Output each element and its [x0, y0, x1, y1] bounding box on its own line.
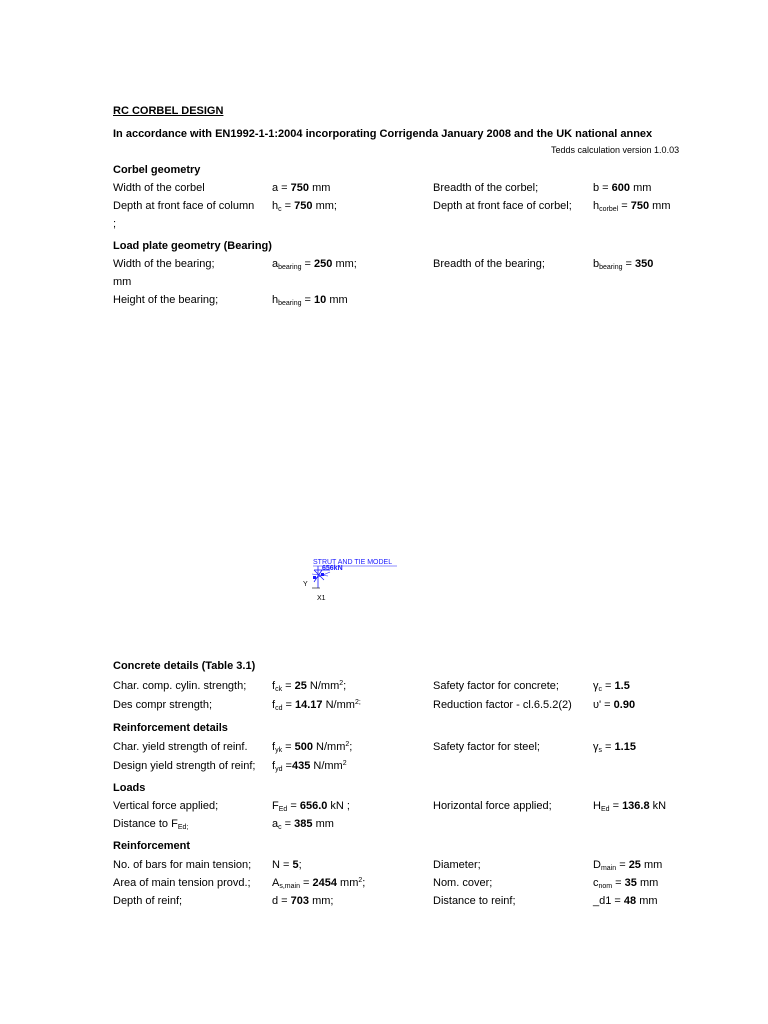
depth-front-value: $h_{corbel} = 750$ mm	[593, 200, 671, 213]
diameter-value: $D_{main} = 25$ mm	[593, 859, 663, 872]
fck-value: $f_{ck} = 25$ $N/mm^2$;	[272, 680, 347, 693]
fyk-label: Char. yield strength of reinf.	[113, 741, 248, 753]
bearing-height-label: Height of the bearing;	[113, 294, 219, 306]
distance-reinf-value: _d1 = 48 mm	[593, 895, 658, 907]
bearing-breadth-value: $b_{bearing} = 350$	[593, 258, 654, 271]
fcd-value: $f_{cd} = 14.17$ $N/mm^{2;}$	[272, 699, 361, 712]
depth-reinf-label: Depth of reinf;	[113, 895, 183, 907]
distance-to-fed-value: $a_c = 385$ mm	[272, 818, 334, 831]
diagram-node-2	[321, 573, 324, 576]
bearing-width-continuation: mm	[113, 276, 132, 288]
diagram-y-label: Y	[303, 581, 308, 588]
vertical-force-value: $F_{Ed} = 656.0$ kN ;	[272, 800, 350, 813]
document-title: RC CORBEL DESIGN	[113, 105, 224, 117]
strut-and-tie-svg	[300, 556, 410, 606]
strut-and-tie-diagram	[300, 556, 410, 606]
area-tension-value: $A_{s,main} = 2454$ $mm^2$;	[272, 877, 366, 890]
reduction-factor-label: Reduction factor - cl.6.5.2(2)	[433, 699, 572, 711]
document-subtitle: In accordance with EN1992-1-1:2004 incorporating Corrigenda January 2008 and the UK national annex	[113, 128, 653, 140]
bearing-breadth-label: Breadth of the bearing;	[433, 258, 545, 270]
section-corbel-geometry: Corbel geometry	[113, 164, 201, 176]
diagram-x-label: X1	[317, 595, 326, 602]
nominal-cover-value: $c_{nom} = 35$ mm	[593, 877, 659, 890]
depth-front-label: Depth at front face of corbel;	[433, 200, 572, 212]
breadth-value: b = 600 mm	[593, 182, 652, 194]
bearing-width-label: Width of the bearing;	[113, 258, 215, 270]
depth-column-label: Depth at front face of column	[113, 200, 255, 212]
distance-reinf-label: Distance to reinf;	[433, 895, 516, 907]
diameter-label: Diameter;	[433, 859, 481, 871]
nominal-cover-label: Nom. cover;	[433, 877, 493, 889]
diagram-node-1	[313, 576, 316, 579]
gamma-s-value: $\gamma_s = 1.15$	[593, 741, 636, 754]
bearing-width-value: $a_{bearing} = 250$ mm;	[272, 258, 357, 271]
fyd-value: $f_{yd} =435$ $N/mm^2$	[272, 760, 347, 773]
depth-reinf-value: d = 703 mm;	[272, 895, 334, 907]
gamma-c-label: Safety factor for concrete;	[433, 680, 559, 692]
width-value: a = 750 mm	[272, 182, 331, 194]
horizontal-force-value: $H_{Ed} = 136.8$ kN	[593, 800, 667, 813]
section-concrete-details: Concrete details (Table 3.1)	[113, 660, 256, 672]
diagram-caption: STRUT AND TIE MODEL	[313, 559, 393, 566]
reduction-factor-value: υ' = 0.90	[593, 699, 636, 711]
fyk-value: $f_{yk} = 500$ $N/mm^2$;	[272, 741, 353, 754]
fck-label: Char. comp. cylin. strength;	[113, 680, 247, 692]
area-tension-label: Area of main tension provd.;	[113, 877, 251, 889]
breadth-label: Breadth of the corbel;	[433, 182, 539, 194]
depth-column-continuation: ;	[113, 218, 117, 230]
section-loads: Loads	[113, 782, 146, 794]
section-load-plate: Load plate geometry (Bearing)	[113, 240, 272, 252]
width-label: Width of the corbel	[113, 182, 205, 194]
section-reinforcement: Reinforcement	[113, 840, 191, 852]
depth-column-value: $h_c = 750$ mm;	[272, 200, 337, 213]
gamma-c-value: $\gamma_c = 1.5$	[593, 680, 630, 693]
vertical-force-label: Vertical force applied;	[113, 800, 219, 812]
bars-count-value: N = 5;	[272, 859, 302, 871]
section-reinforcement-details: Reinforcement details	[113, 722, 228, 734]
horizontal-force-label: Horizontal force applied;	[433, 800, 552, 812]
bars-count-label: No. of bars for main tension;	[113, 859, 252, 871]
gamma-s-label: Safety factor for steel;	[433, 741, 540, 753]
version-note: Tedds calculation version 1.0.03	[551, 145, 680, 155]
fcd-label: Des compr strength;	[113, 699, 213, 711]
bearing-height-value: $h_{bearing} = 10$ mm	[272, 294, 348, 307]
fyd-label: Design yield strength of reinf;	[113, 760, 256, 772]
distance-to-fed-label: Distance to $F_{Ed;}$	[113, 818, 189, 831]
diagram-load-label: 656kN	[322, 565, 343, 572]
